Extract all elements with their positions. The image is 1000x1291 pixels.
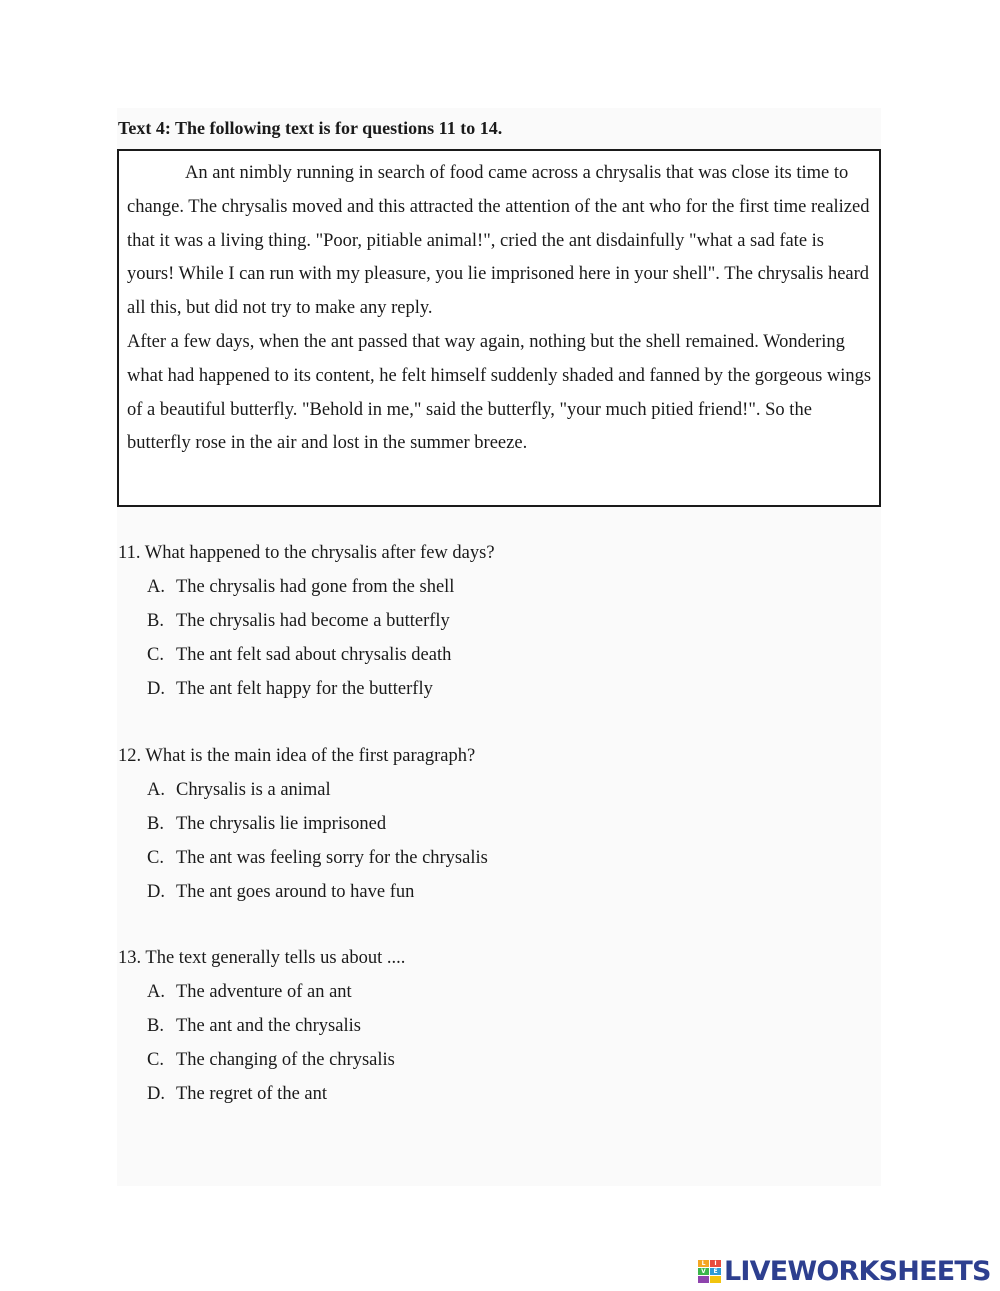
option-b[interactable] xyxy=(147,807,818,841)
option-d[interactable] xyxy=(147,875,818,909)
option-c[interactable] xyxy=(147,638,818,672)
option-a[interactable] xyxy=(147,975,818,1009)
option-text: The regret of the ant xyxy=(176,1084,328,1104)
option-text: The ant was feeling sorry for the chrysalis xyxy=(176,848,488,868)
option-text: Chrysalis is a animal xyxy=(176,780,331,800)
option-d[interactable] xyxy=(147,672,818,706)
option-letter: A. xyxy=(147,982,165,1002)
option-d[interactable] xyxy=(147,1077,818,1111)
question-text: 12. What is the main idea of the first paragraph? xyxy=(118,746,476,766)
option-letter: A. xyxy=(147,577,165,597)
section-heading: Text 4: The following text is for questions 11 to 14. xyxy=(118,118,503,138)
option-b[interactable] xyxy=(147,604,818,638)
option-letter: D. xyxy=(147,1084,165,1104)
option-a[interactable] xyxy=(147,570,818,604)
option-text: The ant felt happy for the butterfly xyxy=(176,679,433,699)
logo-block xyxy=(710,1276,721,1283)
option-b[interactable] xyxy=(147,1009,818,1043)
option-letter: B. xyxy=(147,611,164,631)
option-letter: C. xyxy=(147,848,164,868)
option-letter: B. xyxy=(147,814,164,834)
option-letter: C. xyxy=(147,1050,164,1070)
logo-mark-icon xyxy=(698,1260,721,1283)
option-letter: A. xyxy=(147,780,165,800)
question-13 xyxy=(118,941,818,1111)
option-c[interactable] xyxy=(147,1043,818,1077)
option-text: The chrysalis lie imprisoned xyxy=(176,814,387,834)
logo-block: L xyxy=(698,1260,709,1267)
option-text: The ant and the chrysalis xyxy=(176,1016,361,1036)
logo-block xyxy=(698,1276,709,1283)
option-letter: D. xyxy=(147,882,165,902)
option-text: The chrysalis had gone from the shell xyxy=(176,577,455,597)
option-text: The adventure of an ant xyxy=(176,982,352,1002)
logo-block: V xyxy=(698,1268,709,1275)
question-12 xyxy=(118,739,818,909)
passage-box xyxy=(117,149,881,507)
liveworksheets-logo[interactable] xyxy=(698,1255,991,1287)
option-letter: C. xyxy=(147,645,164,665)
logo-text: LIVEWORKSHEETS xyxy=(724,1255,991,1287)
question-11 xyxy=(118,536,818,706)
option-letter: B. xyxy=(147,1016,164,1036)
question-text: 13. The text generally tells us about .... xyxy=(118,948,406,968)
option-letter: D. xyxy=(147,679,165,699)
passage-paragraph-1: An ant nimbly running in search of food came across a chrysalis that was close its time to change. The chrysalis moved and this attracted the attention of the ant who for the first time realized that it was a living thing. "Poor, pitiable animal!", cried the ant disdainfully "what a sad fate is yours! While I can run with my pleasure, you lie imprisoned here in your shell". The chrysalis heard all this, but did not try to make any reply. xyxy=(127,163,870,319)
option-a[interactable] xyxy=(147,773,818,807)
option-text: The chrysalis had become a butterfly xyxy=(176,611,450,631)
option-c[interactable] xyxy=(147,841,818,875)
passage-paragraph-2: After a few days, when the ant passed that way again, nothing but the shell remained. Wondering what had happened to its content, he felt himself suddenly shaded and fanned by the gorgeous wings of a beautiful butterfly. "Behold in me," said the butterfly, "your much pitied friend!". So the butterfly rose in the air and lost in the summer breeze. xyxy=(127,331,872,454)
passage-text xyxy=(127,157,875,461)
question-text: 11. What happened to the chrysalis after few days? xyxy=(118,543,495,563)
option-text: The changing of the chrysalis xyxy=(176,1050,395,1070)
logo-block: I xyxy=(710,1260,721,1267)
logo-block: E xyxy=(710,1268,721,1275)
option-text: The ant goes around to have fun xyxy=(176,882,415,902)
option-text: The ant felt sad about chrysalis death xyxy=(176,645,452,665)
